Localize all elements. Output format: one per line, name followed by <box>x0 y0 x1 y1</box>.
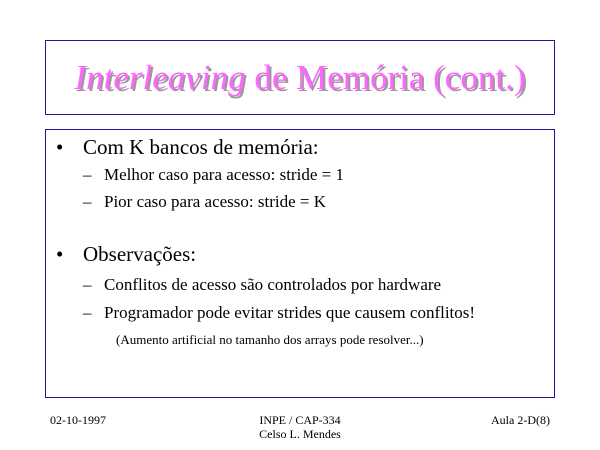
title-box <box>45 40 555 115</box>
note-text: (Aumento artificial no tamanho dos arrays pode resolver...) <box>116 332 424 347</box>
subitem-1-1-text: Melhor caso para acesso: stride = 1 <box>104 165 344 184</box>
subitem-2-2 <box>83 302 475 324</box>
bullet-1-text: Com K bancos de memória: <box>83 135 319 159</box>
subitem-1-1 <box>83 164 344 186</box>
subitem-2-2-text: Programador pode evitar strides que causem conflitos! <box>104 303 476 322</box>
bullet-marker: • <box>56 135 64 159</box>
slide-title <box>46 58 554 98</box>
bullet-marker: • <box>56 242 64 266</box>
bullet-2 <box>56 241 196 267</box>
dash-marker: – <box>83 192 92 211</box>
footer-course: INPE / CAP-334 <box>259 413 341 427</box>
footer-center <box>200 413 400 441</box>
subitem-2-1-text: Conflitos de acesso são controlados por hardware <box>104 275 442 294</box>
footer-author: Celso L. Mendes <box>259 427 341 441</box>
bullet-2-text: Observações: <box>83 242 197 266</box>
dash-marker: – <box>83 275 92 294</box>
subitem-2-1 <box>83 274 441 296</box>
dash-marker: – <box>83 165 92 184</box>
subitem-1-2-text: Pior caso para acesso: stride = K <box>104 192 327 211</box>
footer-page: Aula 2-D(8) <box>491 413 550 427</box>
bullet-1 <box>56 134 319 160</box>
subitem-1-2 <box>83 191 326 213</box>
slide-title-italic: Interleaving <box>74 58 246 97</box>
dash-marker: – <box>83 303 92 322</box>
footer-date: 02-10-1997 <box>50 413 106 427</box>
slide-title-rest: de Memória (cont.) <box>245 58 526 97</box>
content-box <box>45 129 555 398</box>
